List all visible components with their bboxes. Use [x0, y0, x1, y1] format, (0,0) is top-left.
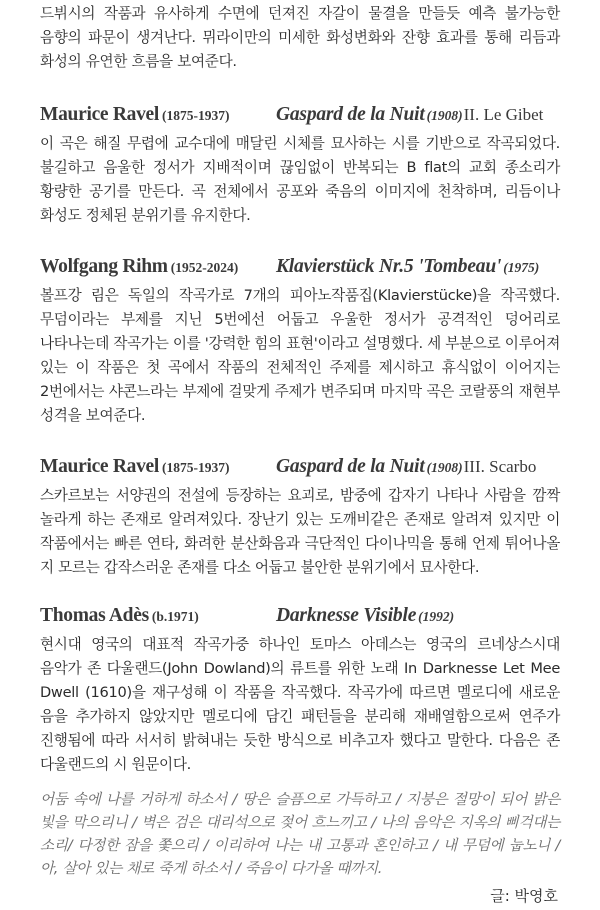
- entry-description: 볼프강 림은 독일의 작곡가로 7개의 피아노작품집(Klavierstücke)을 작곡했다. 무덤이라는 부제를 지닌 5번에선 어둡고 우울한 정서가 공격적인 덩어리로 나타나는데 작곡가는 이를 '강력한 힘의 표현'이라고 설명했다. 세 부분으로 이루어져 있는 이 작품은 첫 곡에서 작품의 전체적인 주제를 제시하고 휴식없이 이어지는 2번에서는 샤콘느라는 부제에 걸맞게 주제가 변주되며 마지막 곡은 코랄풍의 재현부 성격을 보여준다.: [40, 287, 560, 424]
- intro-paragraph: 드뷔시의 작품과 유사하게 수면에 던져진 자갈이 물결을 만들듯 예측 불가능한 음향의 파문이 생겨난다. 뮈라이만의 미세한 화성변화와 잔향 효과를 통해 리듬과 화성의 유연한 흐름을 보여준다.: [40, 5, 560, 70]
- work-year: (1975): [503, 260, 540, 275]
- composer-years: (1875-1937): [162, 460, 230, 475]
- work-year: (1908): [426, 460, 463, 475]
- composer-name: Wolfgang Rihm: [40, 256, 168, 277]
- work-year: (1992): [418, 609, 455, 624]
- program-entry-rihm-tombeau: [40, 250, 560, 428]
- movement-title: II. Le Gibet: [463, 105, 544, 124]
- work-title: Gaspard de la Nuit: [276, 104, 425, 125]
- poem-text: 어둠 속에 나를 거하게 하소서 / 땅은 슬픔으로 가득하고 / 지붕은 절망이 되어 밝은 빛을 막으리니 / 벽은 검은 대리석으로 젖어 흐느끼고 / 나의 음악은 지옥의 삐걱대는 소리/ 다정한 잠을 쫓으리 / 이리하여 나는 내 고통과 혼인하고 / 내 무덤에 눕노니 / 아, 살아 있는 채로 죽게 하소서 / 죽음이 다가올 때까지.: [40, 791, 560, 877]
- author-credit: 글: 박영호: [490, 887, 558, 905]
- composer-years: (1875-1937): [162, 108, 230, 123]
- entry-description: 현시대 영국의 대표적 작곡가중 하나인 토마스 아데스는 영국의 르네상스시대 음악가 존 다울랜드(John Dowland)의 류트를 위한 노래 In Darknesse Let Mee Dwell (1610)을 재구성해 이 작품을 작곡했다. 작곡가에 따르면 멜로디에 새로운 음을 추가하지 않았지만 멜로디에 담긴 패턴들을 분리해 재배열함으로써 연주가 진행됨에 따라 서서히 밝혀내는 듯한 방식으로 비추고자 했다고 말한다. 다음은 존 다울랜드의 시 원문이다.: [40, 636, 560, 773]
- work-title: Darknesse Visible: [276, 605, 417, 626]
- entry-description: 이 곡은 해질 무렵에 교수대에 매달린 시체를 묘사하는 시를 기반으로 작곡되었다. 불길하고 음울한 정서가 지배적이며 끊임없이 반복되는 B flat의 교회 종소리가 황량한 공기를 만든다. 곡 전체에서 공포와 죽음의 이미지에 천착하며, 리듬이나 화성도 정체된 분위기를 유지한다.: [40, 135, 560, 224]
- entry-header: [40, 450, 560, 484]
- composer-name: Maurice Ravel: [40, 104, 160, 125]
- entry-header: [40, 250, 560, 284]
- composer-years: (b.1971): [151, 609, 199, 624]
- entry-header: [40, 98, 560, 132]
- entry-header: [40, 599, 560, 633]
- composer-name: Maurice Ravel: [40, 456, 160, 477]
- program-entry-ravel-scarbo: [40, 450, 560, 580]
- composer-years: (1952-2024): [170, 260, 239, 275]
- program-entry-ravel-le-gibet: [40, 98, 560, 228]
- work-title: Klavierstück Nr.5 'Tombeau': [276, 256, 502, 277]
- entry-description: 스카르보는 서양권의 전설에 등장하는 요괴로, 밤중에 갑자기 나타나 사람을 깜짝 놀라게 하는 존재로 알려져있다. 장난기 있는 도깨비같은 존재로 알려져 있지만 이 작품에서는 빠른 연타, 화려한 분산화음과 극단적인 다이나믹을 통해 언제 튀어나올 지 모르는 갑작스러운 존재를 다소 어둡고 불안한 분위기에서 묘사한다.: [40, 487, 560, 576]
- work-year: (1908): [426, 108, 463, 123]
- program-entry-ades-darknesse: [40, 599, 560, 777]
- work-title: Gaspard de la Nuit: [276, 456, 425, 477]
- composer-name: Thomas Adès: [40, 605, 149, 626]
- movement-title: III. Scarbo: [463, 457, 537, 476]
